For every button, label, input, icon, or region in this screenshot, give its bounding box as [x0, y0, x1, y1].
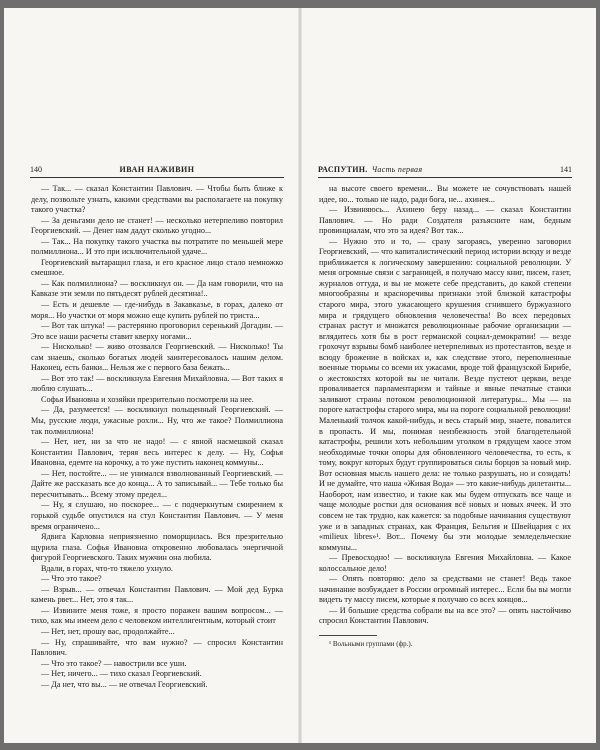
paragraph: — Нужно это и то, — сразу загораясь, уверенно заговорил Георгиевский, — что капиталистический период истории всюду и везде приближается к логическому завершению: социальной революции. У меня огромные связи с заграницей, я получаю массу книг, писем, газет, журналов оттуда, и вы не можете себе представить, до какой степени многообразны и красноречивы признаки этой близкой катастрофы старого мира, этого ужасающего крушения сгнившего буржуазного мира и грядущего обновления человечества! Во всех передовых странах растут и множатся революционные рабочие организации — вглядитесь хотя бы в рост германской социал-демократии! — везде грохочут взрывы бомб наиболее нетерпеливых из протестантов, везде и всюду брожение в войсках и, как следствие этого, переполненные военные тюрьмы со всеми их ужасами, вроде той французской Бирибе, о жестокостях которой вы не читали. Везде пустеют церкви, везде проваливается парламентаризм и тайные и явные печатные станки заливают страны потоком революционной литературы... Мы — на пороге катастрофы старого мира, мы на пороге социальной революции! Маленький толчок какой-нибудь, и весь старый мир, знаете, повалится в пропасть. И мы, понимая неизбежность этой благодетельной катастрофы, решили хоть небольшим уголком в грядущем хаосе этом необходимые точки опоры для обновленного человечества, то есть, к тому, вокруг которых будут группироваться силы борцов за новый мир. Вот основная мысль нашего дела: не только разрушать, но и созидать! И не думайте, что наша «Живая Вода» — это какие-нибудь дилетанты... Наоборот, нам известно, и такие как мы будем отпускать все чаще и чаще молодые ростки для основания всё новых и новых ячеек. И это совсем не так трудно, как кажется: за подобные начинания существуют уже и в западных странах, как Франция, Бельгия и Швейцария с их «milieux libres»¹. Вот... Почему бы эти молодые земледельческие коммуны... — [319, 236, 571, 552]
paragraph: — И большие средства собрали вы на все это? — опять настойчиво спросил Константин Павлович. — [319, 605, 571, 626]
paragraph: Вдали, в горах, что-то тяжело ухнуло. — [41, 563, 173, 573]
paragraph: — Нет, ничего... — тихо сказал Георгиевский. — [41, 669, 202, 679]
right-paragraphs — [319, 184, 571, 627]
left-page — [4, 8, 300, 743]
paragraph: — Нисколько! — живо отозвался Георгиевский. — Нисколько! Ты сам знаешь, сколько богатых людей заинтересовалось нашим делом. Наконец, есть банки... Нельзя же с первого база бежать... — [31, 342, 283, 373]
paragraph: — Есть и дешевле — где-нибудь в Закавказье, в горах, далеко от моря... Но участки от моря можно еще купить рублей по триста... — [31, 300, 283, 320]
paragraph: — За деньгами дело не станет! — несколько нетерпеливо повторил Георгиевский. — Денег нам дадут сколько угодно... — [31, 215, 283, 236]
paragraph: Софья Ивановна и хозяйки презрительно посмотрели на нее. — [41, 394, 254, 404]
right-running-head-title: РАСПУТИН. — [318, 165, 368, 174]
paragraph: Георгиевский вытаращил глаза, и его красное лицо стало немножко смешное. — [31, 257, 283, 278]
paragraph: — Что это такое? — [41, 574, 102, 584]
right-running-header — [318, 165, 572, 178]
left-page-number: 140 — [30, 165, 42, 174]
paragraph: — Опять повторяю: дело за средствами не станет! Ведь такое начинание возбуждает в России огромный интерес... Если бы вы могли видеть ту массу писем, которые я получаю со всех концов... — [319, 574, 571, 605]
left-running-header — [30, 165, 284, 178]
paragraph: — Да, разумеется! — воскликнул польщенный Георгиевский. — Мы, русские люди, ужасные рохли... Ну, что же такое? Полмиллиона так полмиллиона! — [31, 405, 283, 436]
paragraph: — Нет, постойте... — не унимался взволнованный Георгиевский. — Дайте же рассказать все до конца... А то записывай... — Тебе только бы пересчитывать... Всему этому предел... — [31, 468, 283, 499]
paragraph: — Ну, спрашивайте, что вам нужно? — спросил Константин Павлович. — [31, 637, 283, 658]
paragraph: — Нет, нет, прошу вас, продолжайте... — [41, 626, 175, 636]
paragraph: — Превосходно! — воскликнула Евгения Михайловна. — Какое колоссальное дело! — [319, 553, 571, 573]
paragraph: — Что это такое? — навострили все уши. — [41, 658, 187, 668]
paragraph: — Да нет, что вы... — не отвечал Георгиевский. — [41, 679, 208, 689]
paragraph: на высоте своего времени... Вы можете не сочувствовать нашей идее, но... только не надо, ради бога, не... ахинея... — [319, 184, 571, 204]
paragraph: — Вот это так! — воскликнула Евгения Михайловна. — Вот таких я люблю слушать... — [31, 373, 283, 394]
footnote: ¹ Вольными группами (фр.). — [329, 639, 413, 648]
paragraph: — Извините меня тоже, я просто поражен вашим вопросом... — тихо, как мы имеем дело с человеком интеллигентным, который стоит — [31, 605, 283, 626]
paragraph: — Так... На покупку такого участка вы потратите по меньшей мере полмиллиона... И это при исключительной удаче... — [31, 236, 283, 257]
book-spread — [4, 8, 596, 743]
left-body-text — [31, 184, 283, 690]
left-running-head: ИВАН НАЖИВИН — [119, 165, 195, 174]
paragraph: — Взрыв... — отвечал Константин Павлович. — Мой дед Бурка камень рвет... Нет, это я так... — [31, 584, 283, 605]
paragraph: — Извиняюсь... Ахинею беру назад... — сказал Константин Павлович. — Но ради Создателя разъясните нам, бедным провинциалам, что это за идея? Вот так... — [319, 205, 571, 236]
paragraph: — Нет, нет, ни за что не надо! — с явной насмешкой сказал Константин Павлович, теряя весь интерес к делу. — Ну, Софья Ивановна, едемте на корочку, а то уже пустить наконец коммуны... — [31, 437, 283, 468]
paragraph: — Так... — сказал Константин Павлович. — Чтобы быть ближе к делу, позвольте узнать, какими средствами вы располагаете на покупку такого участка? — [31, 184, 283, 215]
right-body-text — [319, 184, 571, 649]
paragraph: — Как полмиллиона? — воскликнул он. — Да нам говорили, что на Кавказе эти земли по пятьдесят рублей десятина!.. — [31, 278, 283, 299]
right-running-head-part: Часть первая — [371, 165, 423, 174]
footnote-rule — [319, 635, 377, 636]
paragraph: Ядвига Карловна неприязненно поморщилась. Вся презрительно щурила глаза. Софья Ивановна откровенно любовалась энергичной фигурой Георгиевского. Таких мужчин она любила. — [31, 532, 283, 563]
right-page-number: 141 — [560, 165, 572, 174]
paragraph: — Ну, я слушаю, но поскорее... — с подчеркнутым смирением к горькой судьбе опустился на стул Константин Павлович. — У меня время ограничено... — [31, 500, 283, 531]
right-page — [300, 8, 596, 743]
right-running-head — [318, 165, 422, 174]
paragraph: — Вот так штука! — растерянно проговорил серенький Догадин. — Это все наши расчеты ставит кверху ногами... — [31, 321, 283, 341]
